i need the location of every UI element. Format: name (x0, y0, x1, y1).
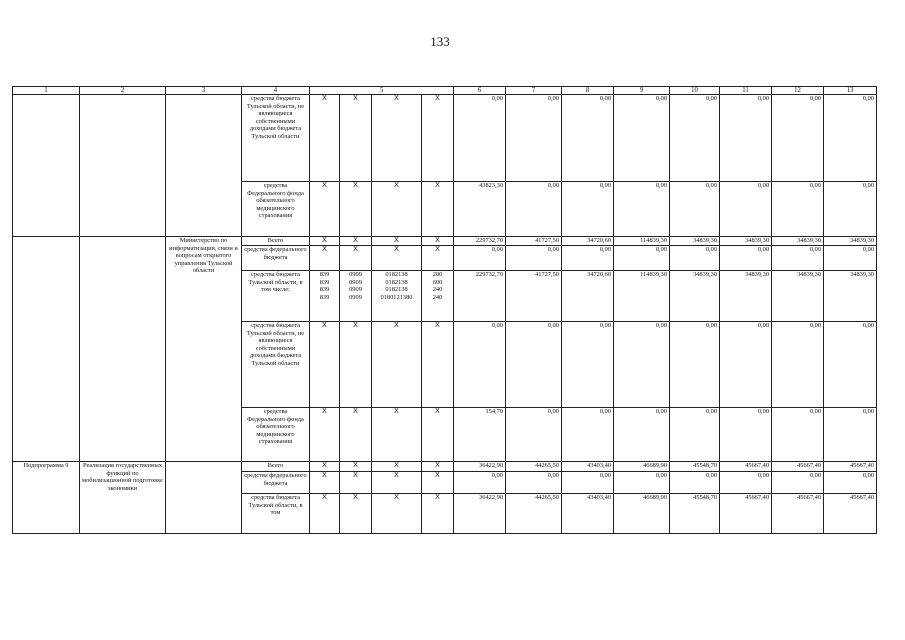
amount-cell: 0,00 (614, 246, 670, 271)
amount-cell: 0,00 (506, 246, 562, 271)
executor-cell (166, 462, 242, 534)
column-header-4: 4 (242, 87, 310, 95)
amount-cell: 34839,30 (772, 237, 824, 246)
code-x-mark: Х (372, 472, 422, 494)
code-x-mark: Х (422, 322, 454, 408)
amount-cell: 0,00 (720, 322, 772, 408)
source-label: средства бюджета Тульской области, не являющиеся собственными доходами бюджета Тульской области (242, 95, 310, 182)
budget-code: 600 (432, 278, 443, 286)
amount-cell: 0,00 (506, 408, 562, 462)
description-cell (80, 95, 166, 237)
source-label: средства бюджета Тульской области, в том числе: (242, 271, 310, 322)
amount-cell: 0,00 (772, 472, 824, 494)
amount-cell: 0,00 (824, 246, 877, 271)
amount-cell: 0,00 (720, 182, 772, 237)
amount-cell: 0,00 (824, 472, 877, 494)
amount-cell: 0,00 (772, 408, 824, 462)
budget-code: 0180121380 (380, 293, 413, 301)
source-label: Всего (242, 462, 310, 472)
amount-cell: 34839,30 (720, 237, 772, 246)
amount-cell: 114839,30 (614, 271, 670, 322)
code-x-mark: Х (340, 237, 372, 246)
source-label: средства бюджета Тульской области, в том (242, 494, 310, 534)
budget-code: 839 (319, 293, 330, 301)
executor-cell: Министерство по информатизации, связи и вопросам открытого управления Тульской области (166, 237, 242, 462)
budget-code: 0909 (349, 271, 362, 278)
column-header-7: 7 (506, 87, 562, 95)
code-x-mark: Х (422, 494, 454, 534)
amount-cell: 34720,60 (562, 271, 614, 322)
amount-cell: 34839,30 (772, 271, 824, 322)
amount-cell: 0,00 (614, 95, 670, 182)
amount-cell: 41727,50 (506, 271, 562, 322)
table-row (13, 462, 877, 472)
source-label: средства бюджета Тульской области, не являющиеся собственными доходами бюджета Тульской области (242, 322, 310, 408)
amount-cell: 0,00 (562, 472, 614, 494)
code-x-mark: Х (422, 95, 454, 182)
amount-cell: 0,00 (562, 182, 614, 237)
amount-cell: 0,00 (720, 472, 772, 494)
amount-cell: 0,00 (562, 322, 614, 408)
amount-cell: 0,00 (720, 95, 772, 182)
amount-cell: 34839,30 (670, 271, 720, 322)
amount-cell: 0,00 (614, 408, 670, 462)
amount-cell: 45548,70 (670, 494, 720, 534)
code-x-mark: Х (372, 95, 422, 182)
code-x-mark: Х (372, 494, 422, 534)
amount-cell: 45667,40 (772, 462, 824, 472)
amount-cell: 0,00 (670, 408, 720, 462)
amount-cell: 0,00 (824, 95, 877, 182)
source-label: средства Федерального фонда обязательного медицинского страхования (242, 408, 310, 462)
amount-cell: 0,00 (506, 182, 562, 237)
code-x-mark: Х (422, 182, 454, 237)
amount-cell: 0,00 (614, 472, 670, 494)
amount-cell: 0,00 (772, 246, 824, 271)
amount-cell: 0,00 (824, 182, 877, 237)
column-header-11: 11 (720, 87, 772, 95)
code-x-mark: Х (340, 95, 372, 182)
amount-cell: 0,00 (720, 408, 772, 462)
amount-cell: 43403,40 (562, 462, 614, 472)
amount-cell: 45667,40 (720, 494, 772, 534)
budget-table (12, 86, 877, 534)
column-header-2: 2 (80, 87, 166, 95)
code-x-mark: Х (310, 462, 340, 472)
budget-code: 0909 (349, 286, 362, 293)
source-label: средства Федерального фонда обязательного медицинского страхования (242, 182, 310, 237)
amount-cell: 0,00 (670, 182, 720, 237)
source-label: средства федерального бюджета (242, 472, 310, 494)
column-header-9: 9 (614, 87, 670, 95)
code-x-mark: Х (340, 246, 372, 271)
budget-code: 0182138 (385, 278, 408, 286)
source-label: средства федерального бюджета (242, 246, 310, 271)
amount-cell: 0,00 (454, 95, 506, 182)
amount-cell: 0,00 (772, 322, 824, 408)
amount-cell: 45548,70 (670, 462, 720, 472)
code-x-mark: Х (310, 408, 340, 462)
amount-cell: 36422,90 (454, 462, 506, 472)
code-x-mark: Х (372, 462, 422, 472)
amount-cell: 0,00 (506, 472, 562, 494)
amount-cell: 43823,30 (454, 182, 506, 237)
amount-cell: 229732,70 (454, 237, 506, 246)
budget-code-cell (340, 271, 372, 322)
amount-cell: 0,00 (506, 322, 562, 408)
budget-code: 839 (319, 286, 330, 293)
column-header-1: 1 (13, 87, 80, 95)
column-header-13: 13 (824, 87, 877, 95)
amount-cell: 0,00 (670, 246, 720, 271)
description-cell: Реализация государственных функций по мобилизационной подготовке экономики (80, 462, 166, 534)
amount-cell: 0,00 (824, 322, 877, 408)
program-cell: Подпрограмма 9 (13, 462, 80, 534)
code-x-mark: Х (340, 322, 372, 408)
amount-cell: 41727,50 (506, 237, 562, 246)
budget-code-cell (310, 271, 340, 322)
code-x-mark: Х (340, 462, 372, 472)
page-number: 133 (430, 34, 450, 49)
budget-code: 839 (319, 278, 330, 286)
budget-code: 240 (432, 286, 443, 293)
code-x-mark: Х (310, 472, 340, 494)
code-x-mark: Х (372, 408, 422, 462)
amount-cell: 0,00 (454, 472, 506, 494)
amount-cell: 0,00 (454, 246, 506, 271)
amount-cell: 0,00 (670, 472, 720, 494)
code-x-mark: Х (340, 494, 372, 534)
amount-cell: 0,00 (720, 246, 772, 271)
code-x-mark: Х (340, 182, 372, 237)
amount-cell: 34839,30 (670, 237, 720, 246)
code-x-mark: Х (372, 322, 422, 408)
code-x-mark: Х (340, 408, 372, 462)
description-cell (80, 237, 166, 462)
amount-cell: 0,00 (614, 322, 670, 408)
budget-code: 0182138 (385, 271, 408, 278)
amount-cell: 0,00 (614, 182, 670, 237)
code-x-mark: Х (310, 237, 340, 246)
budget-code: 0182138 (385, 286, 408, 293)
budget-code-cell (372, 271, 422, 322)
code-x-mark: Х (310, 95, 340, 182)
budget-code: 200 (432, 271, 443, 278)
amount-cell: 229732,70 (454, 271, 506, 322)
executor-cell (166, 95, 242, 237)
header-row (13, 87, 877, 95)
amount-cell: 0,00 (562, 95, 614, 182)
amount-cell: 0,00 (670, 95, 720, 182)
code-x-mark: Х (310, 494, 340, 534)
code-x-mark: Х (422, 237, 454, 246)
table-row (13, 95, 877, 182)
amount-cell: 45667,40 (824, 462, 877, 472)
amount-cell: 34839,30 (720, 271, 772, 322)
budget-code: 839 (319, 271, 330, 278)
amount-cell: 0,00 (772, 182, 824, 237)
amount-cell: 45667,40 (772, 494, 824, 534)
amount-cell: 36422,90 (454, 494, 506, 534)
amount-cell: 0,00 (454, 322, 506, 408)
code-x-mark: Х (372, 182, 422, 237)
table-row (13, 237, 877, 246)
code-x-mark: Х (372, 246, 422, 271)
code-x-mark: Х (422, 472, 454, 494)
amount-cell: 0,00 (670, 322, 720, 408)
amount-cell: 0,00 (562, 246, 614, 271)
program-cell (13, 237, 80, 462)
budget-code: 0909 (349, 293, 362, 301)
amount-cell: 44265,50 (506, 462, 562, 472)
code-x-mark: Х (422, 246, 454, 271)
column-header-10: 10 (670, 87, 720, 95)
code-x-mark: Х (310, 246, 340, 271)
amount-cell: 0,00 (506, 95, 562, 182)
column-header-6: 6 (454, 87, 506, 95)
amount-cell: 0,00 (562, 408, 614, 462)
amount-cell: 44265,50 (506, 494, 562, 534)
column-header-5: 5 (310, 87, 454, 95)
code-x-mark: Х (310, 322, 340, 408)
amount-cell: 46689,90 (614, 494, 670, 534)
column-header-12: 12 (772, 87, 824, 95)
amount-cell: 34839,30 (824, 237, 877, 246)
code-x-mark: Х (372, 237, 422, 246)
budget-code: 0909 (349, 278, 362, 286)
budget-code: 240 (432, 293, 443, 301)
budget-code-cell (422, 271, 454, 322)
amount-cell: 34839,30 (824, 271, 877, 322)
amount-cell: 114839,30 (614, 237, 670, 246)
amount-cell: 43403,40 (562, 494, 614, 534)
column-header-3: 3 (166, 87, 242, 95)
code-x-mark: Х (310, 182, 340, 237)
code-x-mark: Х (340, 472, 372, 494)
amount-cell: 0,00 (824, 408, 877, 462)
program-cell (13, 95, 80, 237)
column-header-8: 8 (562, 87, 614, 95)
amount-cell: 46689,90 (614, 462, 670, 472)
code-x-mark: Х (422, 408, 454, 462)
code-x-mark: Х (422, 462, 454, 472)
amount-cell: 45667,40 (720, 462, 772, 472)
amount-cell: 0,00 (772, 95, 824, 182)
source-label: Всего (242, 237, 310, 246)
amount-cell: 45667,40 (824, 494, 877, 534)
amount-cell: 154,70 (454, 408, 506, 462)
amount-cell: 34720,60 (562, 237, 614, 246)
